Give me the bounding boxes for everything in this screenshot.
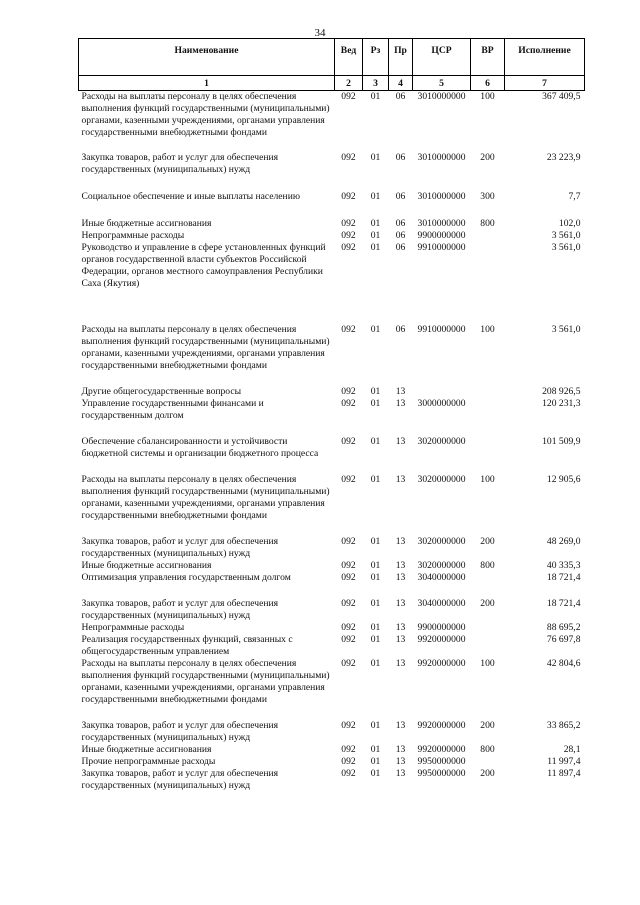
row-name: Реализация государственных функций, связанных с общегосударственным управлением	[81, 634, 293, 657]
row-vr: 300	[480, 191, 495, 202]
row-name: Закупка товаров, работ и услуг для обеспечения государственных (муниципальных) нужд	[81, 720, 279, 743]
header-number: 6	[471, 76, 505, 91]
row-name: Прочие непрограммные расходы	[81, 756, 216, 767]
header-pr: Пр	[389, 39, 413, 76]
row-name: Расходы на выплаты персоналу в целях обеспечения выполнения функций государственными (муниципальными) органами, казенными учреждениями, органами управления государственными внебюджетными фондами	[81, 474, 330, 521]
header-number: 2	[335, 76, 363, 91]
row-ved: 092	[341, 598, 356, 609]
row-csr: 9910000000	[417, 242, 466, 253]
row-rz: 01	[370, 474, 381, 485]
row-vr: 200	[480, 598, 495, 609]
row-isp: 48 269,0	[546, 536, 581, 547]
row-vr: 800	[480, 560, 495, 571]
row-pr: 13	[395, 744, 406, 755]
table-row	[79, 398, 585, 436]
row-vr	[471, 242, 505, 324]
table-row	[79, 622, 585, 634]
row-vr: 800	[480, 218, 495, 229]
row-rz: 01	[370, 218, 381, 229]
table-row	[79, 324, 585, 386]
row-rz: 01	[370, 634, 381, 645]
row-vr	[471, 386, 505, 398]
row-vr: 100	[480, 324, 495, 335]
row-pr: 13	[395, 658, 406, 669]
row-vr: 200	[480, 720, 495, 731]
header-vr: ВР	[471, 39, 505, 76]
header-number: 7	[505, 76, 585, 91]
row-pr: 13	[395, 720, 406, 731]
row-pr: 13	[395, 474, 406, 485]
row-name: Закупка товаров, работ и услуг для обеспечения государственных (муниципальных) нужд	[81, 768, 279, 791]
row-vr	[471, 398, 505, 436]
row-isp: 11 897,4	[547, 768, 581, 779]
header-number: 3	[363, 76, 389, 91]
row-rz: 01	[370, 152, 381, 163]
row-csr: 3040000000	[417, 572, 466, 583]
row-vr: 100	[480, 658, 495, 669]
row-rz: 01	[370, 744, 381, 755]
table-row	[79, 658, 585, 720]
row-ved: 092	[341, 191, 356, 202]
header-number: 4	[389, 76, 413, 91]
row-isp: 76 697,8	[546, 634, 581, 645]
row-rz: 01	[370, 398, 381, 409]
row-isp: 101 509,9	[542, 436, 581, 447]
row-csr: 9920000000	[417, 634, 466, 645]
row-isp: 40 335,3	[546, 560, 581, 571]
table-header	[79, 39, 585, 91]
table-row	[79, 756, 585, 768]
row-rz: 01	[370, 720, 381, 731]
header-csr: ЦСР	[413, 39, 471, 76]
row-ved: 092	[341, 658, 356, 669]
row-isp: 208 926,5	[542, 386, 581, 397]
row-csr: 9920000000	[417, 744, 466, 755]
row-csr: 3000000000	[417, 398, 466, 409]
row-vr: 200	[480, 152, 495, 163]
row-csr: 9900000000	[417, 230, 466, 241]
row-name: Управление государственными финансами и государственным долгом	[81, 398, 264, 421]
row-name: Расходы на выплаты персоналу в целях обеспечения выполнения функций государственными (муниципальными) органами, казенными учреждениями, органами управления государственными внебюджетными фондами	[81, 324, 330, 371]
row-ved: 092	[341, 474, 356, 485]
row-name: Расходы на выплаты персоналу в целях обеспечения выполнения функций государственными (муниципальными) органами, казенными учреждениями, органами управления государственными внебюджетными фондами	[81, 658, 330, 705]
table-row	[79, 91, 585, 153]
row-rz: 01	[370, 560, 381, 571]
row-rz: 01	[370, 598, 381, 609]
row-vr	[471, 622, 505, 634]
row-name: Обеспечение сбалансированности и устойчивости бюджетной системы и организации бюджетного процесса	[81, 436, 319, 459]
row-name: Другие общегосударственные вопросы	[81, 386, 242, 397]
row-vr: 200	[480, 768, 495, 779]
row-name: Руководство и управление в сфере установленных функций органов государственной власти субъектов Российской Федерации, органов местного самоуправления Республики Саха (Якутия)	[81, 242, 326, 289]
row-name: Непрограммные расходы	[81, 622, 185, 633]
row-isp: 11 997,4	[547, 756, 581, 767]
table-row	[79, 242, 585, 324]
row-isp: 7,7	[568, 191, 581, 202]
row-isp: 102,0	[558, 218, 581, 229]
table-row	[79, 152, 585, 191]
table-row	[79, 436, 585, 474]
row-csr: 3020000000	[417, 436, 466, 447]
row-isp: 3 561,0	[551, 242, 581, 253]
table-row	[79, 634, 585, 658]
row-pr: 06	[395, 152, 406, 163]
table-row	[79, 744, 585, 756]
row-vr	[471, 572, 505, 598]
row-pr: 13	[395, 634, 406, 645]
row-vr: 100	[480, 91, 495, 102]
row-csr: 3040000000	[417, 598, 466, 609]
row-rz: 01	[370, 191, 381, 202]
row-pr: 13	[395, 436, 406, 447]
row-ved: 092	[341, 398, 356, 409]
row-isp: 3 561,0	[551, 324, 581, 335]
table-row	[79, 474, 585, 536]
table-row	[79, 572, 585, 598]
row-name: Социальное обеспечение и иные выплаты населению	[81, 191, 300, 202]
row-isp: 18 721,4	[546, 572, 581, 583]
row-rz: 01	[370, 572, 381, 583]
row-name: Непрограммные расходы	[81, 230, 185, 241]
row-pr: 13	[395, 572, 406, 583]
table-row	[79, 768, 585, 792]
row-pr: 13	[395, 768, 406, 779]
header-name: Наименование	[79, 39, 335, 76]
row-rz: 01	[370, 324, 381, 335]
row-ved: 092	[341, 560, 356, 571]
row-vr	[471, 436, 505, 474]
row-pr: 13	[395, 598, 406, 609]
row-isp: 23 223,9	[546, 152, 581, 163]
row-name: Закупка товаров, работ и услуг для обеспечения государственных (муниципальных) нужд	[81, 598, 279, 621]
row-csr	[413, 386, 471, 398]
row-ved: 092	[341, 386, 356, 397]
row-ved: 092	[341, 230, 356, 241]
row-pr: 06	[395, 230, 406, 241]
row-rz: 01	[370, 91, 381, 102]
row-csr: 3010000000	[417, 91, 466, 102]
table-row	[79, 191, 585, 218]
row-name: Закупка товаров, работ и услуг для обеспечения государственных (муниципальных) нужд	[81, 536, 279, 559]
row-isp: 12 905,6	[546, 474, 581, 485]
row-pr: 13	[395, 560, 406, 571]
row-ved: 092	[341, 768, 356, 779]
row-ved: 092	[341, 572, 356, 583]
row-rz: 01	[370, 536, 381, 547]
row-csr: 3010000000	[417, 191, 466, 202]
row-rz: 01	[370, 386, 381, 397]
row-ved: 092	[341, 324, 356, 335]
row-csr: 9950000000	[417, 768, 466, 779]
row-isp: 33 865,2	[546, 720, 581, 731]
row-csr: 3010000000	[417, 218, 466, 229]
row-rz: 01	[370, 436, 381, 447]
row-ved: 092	[341, 622, 356, 633]
row-isp: 42 804,6	[546, 658, 581, 669]
row-csr: 9920000000	[417, 720, 466, 731]
row-ved: 092	[341, 242, 356, 253]
row-name: Расходы на выплаты персоналу в целях обеспечения выполнения функций государственными (муниципальными) органами, казенными учреждениями, органами управления государственными внебюджетными фондами	[81, 91, 330, 138]
row-pr: 06	[395, 91, 406, 102]
table-row	[79, 560, 585, 572]
row-pr: 06	[395, 218, 406, 229]
row-csr: 9950000000	[417, 756, 466, 767]
row-ved: 092	[341, 536, 356, 547]
row-csr: 3020000000	[417, 560, 466, 571]
header-number: 1	[79, 76, 335, 91]
row-ved: 092	[341, 91, 356, 102]
table-row	[79, 720, 585, 744]
header-number-row	[79, 76, 585, 91]
row-ved: 092	[341, 756, 356, 767]
row-vr	[471, 756, 505, 768]
row-name: Закупка товаров, работ и услуг для обеспечения государственных (муниципальных) нужд	[81, 152, 279, 175]
row-rz: 01	[370, 768, 381, 779]
row-csr: 3020000000	[417, 474, 466, 485]
row-csr: 9920000000	[417, 658, 466, 669]
row-isp: 367 409,5	[542, 91, 581, 102]
row-csr: 3010000000	[417, 152, 466, 163]
row-rz: 01	[370, 622, 381, 633]
row-vr	[471, 634, 505, 658]
header-number: 5	[413, 76, 471, 91]
row-ved: 092	[341, 152, 356, 163]
row-isp: 88 695,2	[546, 622, 581, 633]
row-name: Оптимизация управления государственным долгом	[81, 572, 291, 583]
row-pr: 13	[395, 756, 406, 767]
row-vr	[471, 230, 505, 242]
row-pr: 06	[395, 191, 406, 202]
budget-table	[78, 38, 585, 792]
row-rz: 01	[370, 658, 381, 669]
header-ved: Вед	[335, 39, 363, 76]
table-body	[79, 91, 585, 793]
row-rz: 01	[370, 756, 381, 767]
row-ved: 092	[341, 720, 356, 731]
row-pr: 13	[395, 398, 406, 409]
row-name: Иные бюджетные ассигнования	[81, 218, 212, 229]
row-vr: 200	[480, 536, 495, 547]
row-isp: 3 561,0	[551, 230, 581, 241]
row-ved: 092	[341, 744, 356, 755]
row-ved: 092	[341, 634, 356, 645]
row-pr: 13	[395, 622, 406, 633]
row-pr: 13	[395, 386, 406, 397]
row-csr: 9910000000	[417, 324, 466, 335]
row-isp: 120 231,3	[542, 398, 581, 409]
row-pr: 06	[395, 242, 406, 253]
table-row	[79, 230, 585, 242]
table-row	[79, 598, 585, 622]
page-number: 34	[314, 27, 326, 39]
row-csr: 9900000000	[417, 622, 466, 633]
header-isp: Исполнение	[505, 39, 585, 76]
row-vr: 100	[480, 474, 495, 485]
table-row	[79, 218, 585, 230]
row-pr: 06	[395, 324, 406, 335]
header-rz: Рз	[363, 39, 389, 76]
row-pr: 13	[395, 536, 406, 547]
row-csr: 3020000000	[417, 536, 466, 547]
row-isp: 28,1	[563, 744, 581, 755]
row-ved: 092	[341, 218, 356, 229]
table-row	[79, 536, 585, 560]
table-row	[79, 386, 585, 398]
row-name: Иные бюджетные ассигнования	[81, 744, 212, 755]
row-name: Иные бюджетные ассигнования	[81, 560, 212, 571]
row-vr: 800	[480, 744, 495, 755]
row-ved: 092	[341, 436, 356, 447]
row-isp: 18 721,4	[546, 598, 581, 609]
row-rz: 01	[370, 242, 381, 253]
row-rz: 01	[370, 230, 381, 241]
